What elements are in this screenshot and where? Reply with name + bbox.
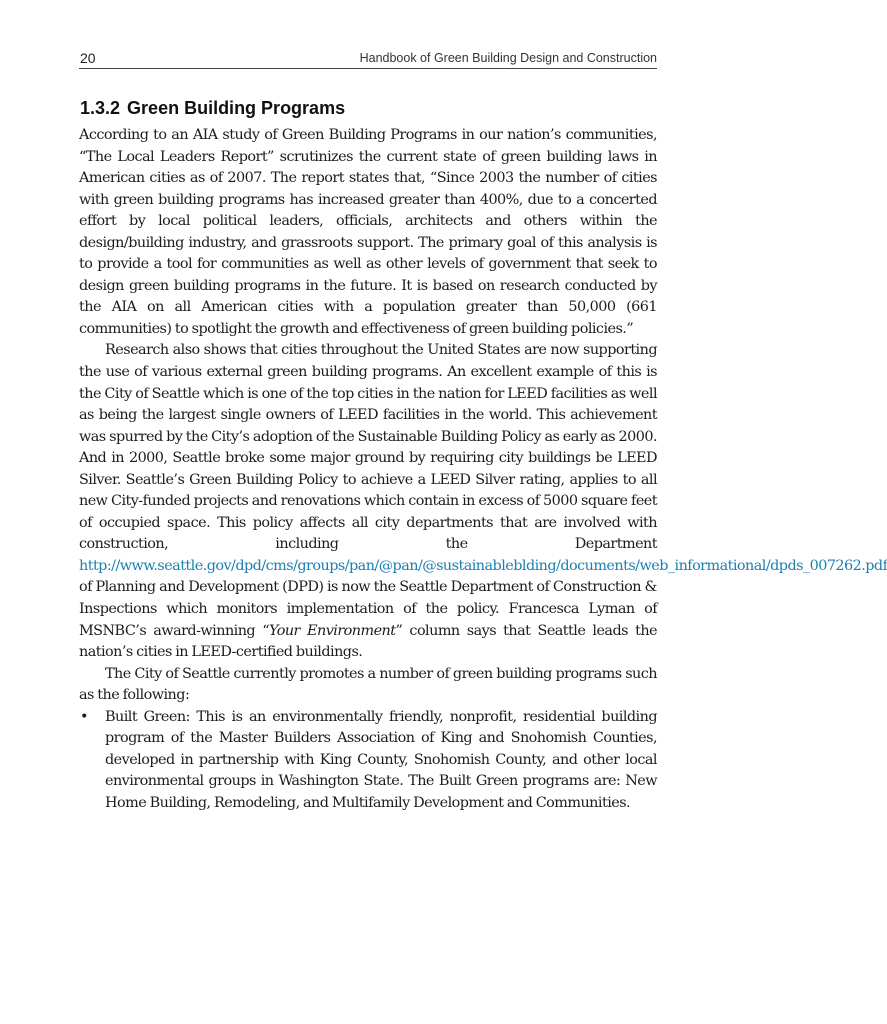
paragraph-seattle-text-end: ” column says that Seattle leads the nation’s cities in LEED-certified buildings.: [79, 622, 658, 661]
column-title-italic: Your Environment: [269, 622, 396, 639]
program-list: [79, 707, 657, 815]
page-number: 20: [80, 50, 96, 66]
running-header: [79, 50, 657, 69]
bullet-marker: •: [80, 708, 88, 725]
list-item: [79, 707, 657, 815]
list-item-text: Built Green: This is an environmentally friendly, nonprofit, residential building program of the Master Builders Association of King and Snohomish Counties, developed in partnership with King County, Snohomish County, and other local environmental groups in Washington State. The Built Green programs are: New Home Building, Remodeling, and Multifamily Development and Communities.: [105, 708, 657, 811]
section-title: Green Building Programs: [127, 98, 346, 118]
dpd-document-link[interactable]: http://www.seattle.gov/dpd/cms/groups/pan/@pan/@sustainableblding/documents/web_informational/dpds_007262.pdf: [79, 557, 887, 574]
paragraph-seattle-text: Research also shows that cities throughout the United States are now supporting the use of various external green building programs. An excellent example of this is the City of Seattle which is one of the top cities in the nation for LEED facilities as well as being the largest single owners of LEED facilities in the world. This achievement was spurred by the City’s adoption of the Sustainable Building Policy as early as 2000. And in 2000, Seattle broke some major ground by requiring city buildings be LEED Silver. Seattle’s Green Building Policy to achieve a LEED Silver rating, applies to all new City-funded projects and renovations which contain in excess of 5000 square feet of occupied space. This policy affects all city departments that are involved with construction, including the Department: [79, 342, 657, 553]
body-text: [79, 125, 887, 815]
paragraph-seattle: [79, 340, 887, 663]
book-title: Handbook of Green Building Design and Construction: [359, 51, 657, 65]
paragraph-programs-intro: The City of Seattle currently promotes a number of green building programs such as the following:: [79, 665, 657, 704]
section-heading: [80, 98, 345, 119]
paragraph-aia-study: According to an AIA study of Green Building Programs in our nation’s communities, “The Local Leaders Report” scrutinizes the current state of green building laws in American cities as of 2007. The report states that, “Since 2003 the number of cities with green building programs has increased greater than 400%, due to a concerted effort by local political leaders, officials, architects and others within the design/building industry, and grassroots support. The primary goal of this analysis is to provide a tool for communities as well as other levels of government that seek to design green building programs in the future. It is based on research conducted by the AIA on all American cities with a population greater than 50,000 (661 communities) to spotlight the growth and effectiveness of green building policies.”: [79, 127, 657, 337]
section-number: 1.3.2: [80, 98, 121, 118]
paragraph-seattle-text-continued: of Planning and Development (DPD) is now the Seattle Department of Construction & Inspections which monitors implementation of the policy. Francesca Lyman of MSNBC’s award-winning “: [79, 579, 657, 639]
